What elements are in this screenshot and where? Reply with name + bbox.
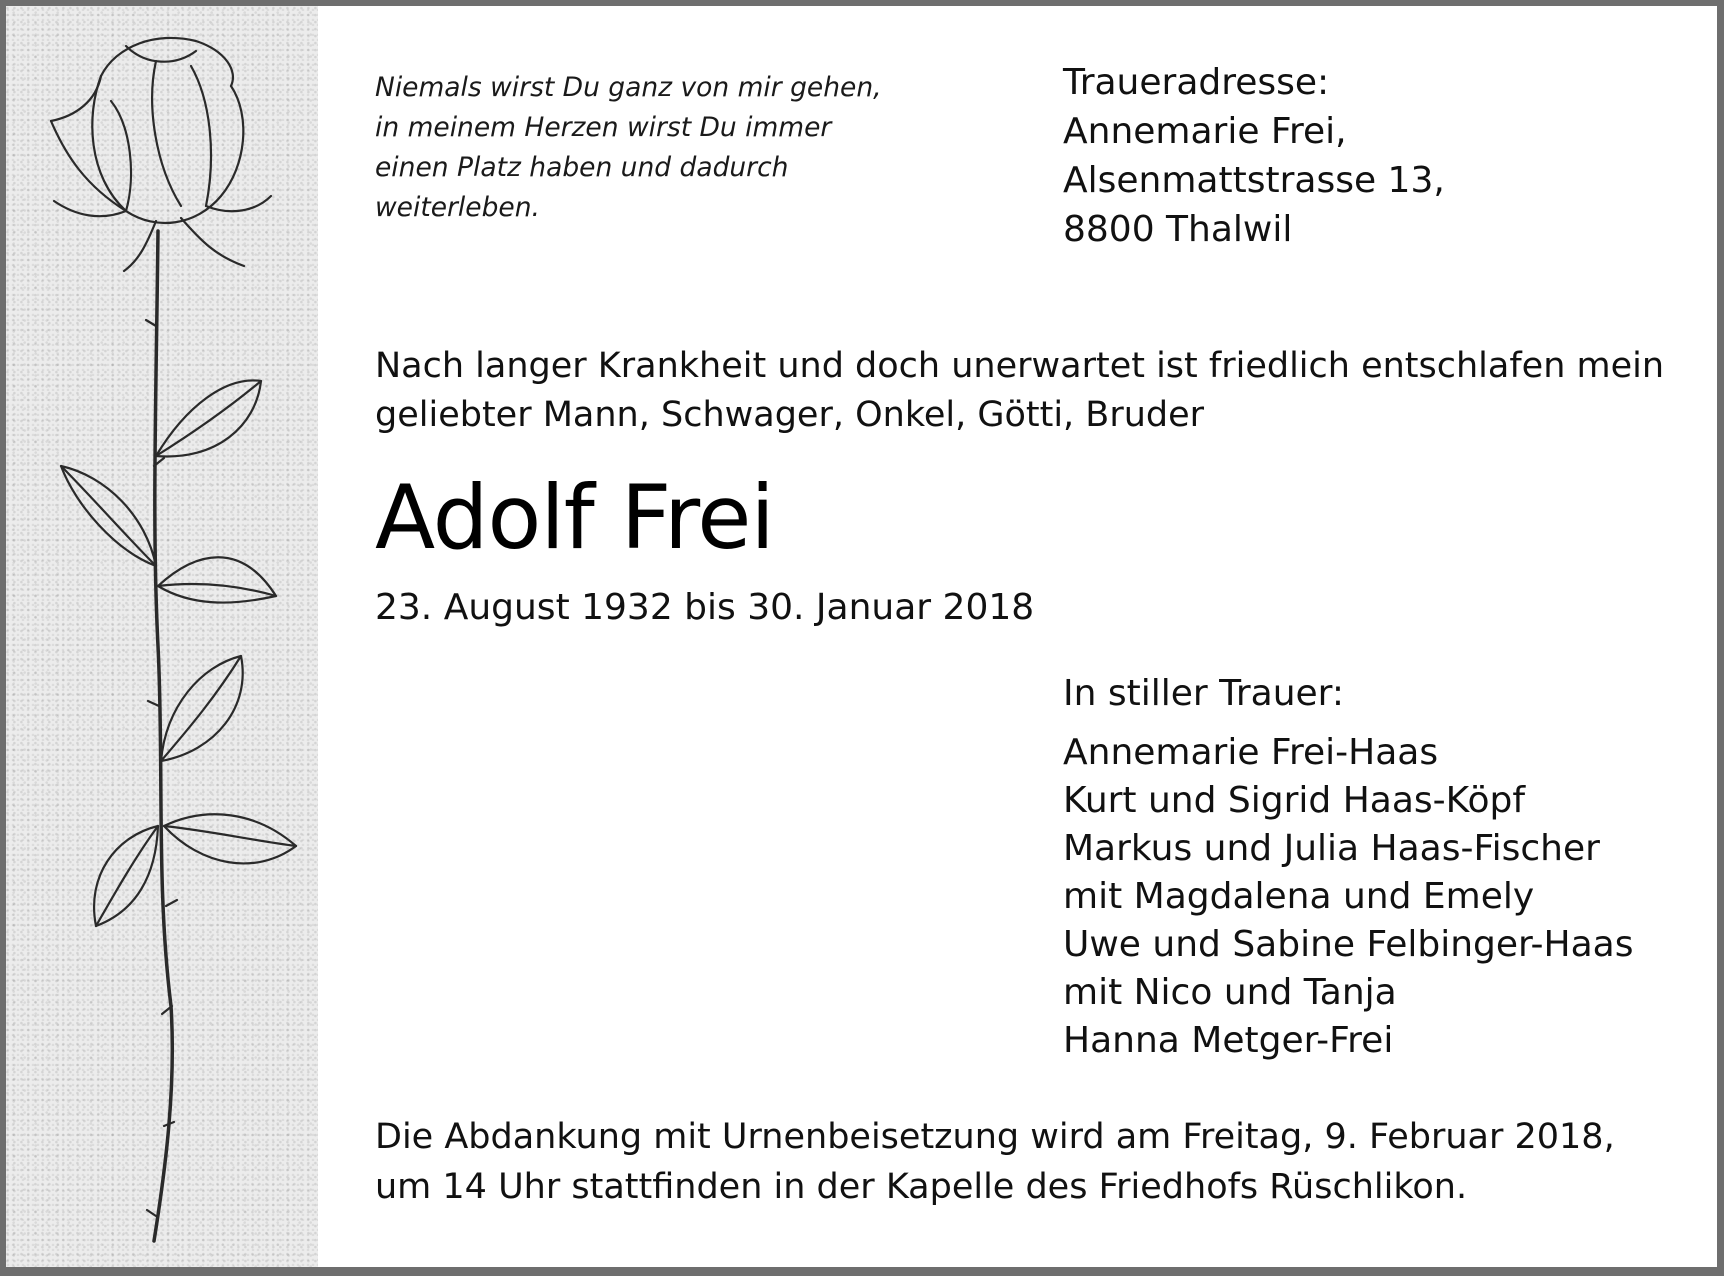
mourner-name: Markus und Julia Haas-Fischer	[1063, 828, 1600, 869]
rose-icon	[6, 6, 318, 1267]
mourner-name: Kurt und Sigrid Haas-Köpf	[1063, 780, 1526, 821]
funeral-service-text	[375, 1112, 1705, 1212]
mourner-name: Uwe und Sabine Felbinger-Haas	[1063, 924, 1634, 965]
service-line: Die Abdankung mit Urnenbeisetzung wird am Freitag, 9. Februar 2018,	[375, 1117, 1615, 1157]
verse-line: weiterleben.	[375, 192, 540, 223]
mourning-address	[1063, 58, 1683, 254]
address-line: Annemarie Frei,	[1063, 111, 1347, 152]
obituary-notice	[6, 6, 1717, 1267]
mourner-name: mit Nico und Tanja	[1063, 972, 1397, 1013]
announcement-line: geliebter Mann, Schwager, Onkel, Götti, Bruder	[375, 395, 1205, 435]
verse-line: in meinem Herzen wirst Du immer	[375, 112, 832, 143]
mourners-heading: In stiller Trauer:	[1063, 673, 1344, 714]
deceased-name: Adolf Frei	[375, 466, 774, 569]
verse-line: einen Platz haben und dadurch	[375, 152, 789, 183]
verse-line: Niemals wirst Du ganz von mir gehen,	[375, 72, 882, 103]
mourner-name: Annemarie Frei-Haas	[1063, 732, 1439, 773]
mourners-list	[1063, 729, 1703, 1065]
mourner-name: mit Magdalena und Emely	[1063, 876, 1535, 917]
service-line: um 14 Uhr stattfinden in der Kapelle des Friedhofs Rüschlikon.	[375, 1167, 1468, 1207]
announcement-line: Nach langer Krankheit und doch unerwartet ist friedlich entschlafen mein	[375, 346, 1665, 386]
rose-illustration-panel	[6, 6, 318, 1267]
address-line: Alsenmattstrasse 13,	[1063, 160, 1445, 201]
address-line: 8800 Thalwil	[1063, 209, 1293, 250]
mourner-name: Hanna Metger-Frei	[1063, 1020, 1394, 1061]
life-dates: 23. August 1932 bis 30. Januar 2018	[375, 587, 1035, 628]
address-heading: Traueradresse:	[1063, 62, 1330, 103]
announcement-text	[375, 342, 1705, 440]
memorial-verse	[375, 68, 975, 228]
